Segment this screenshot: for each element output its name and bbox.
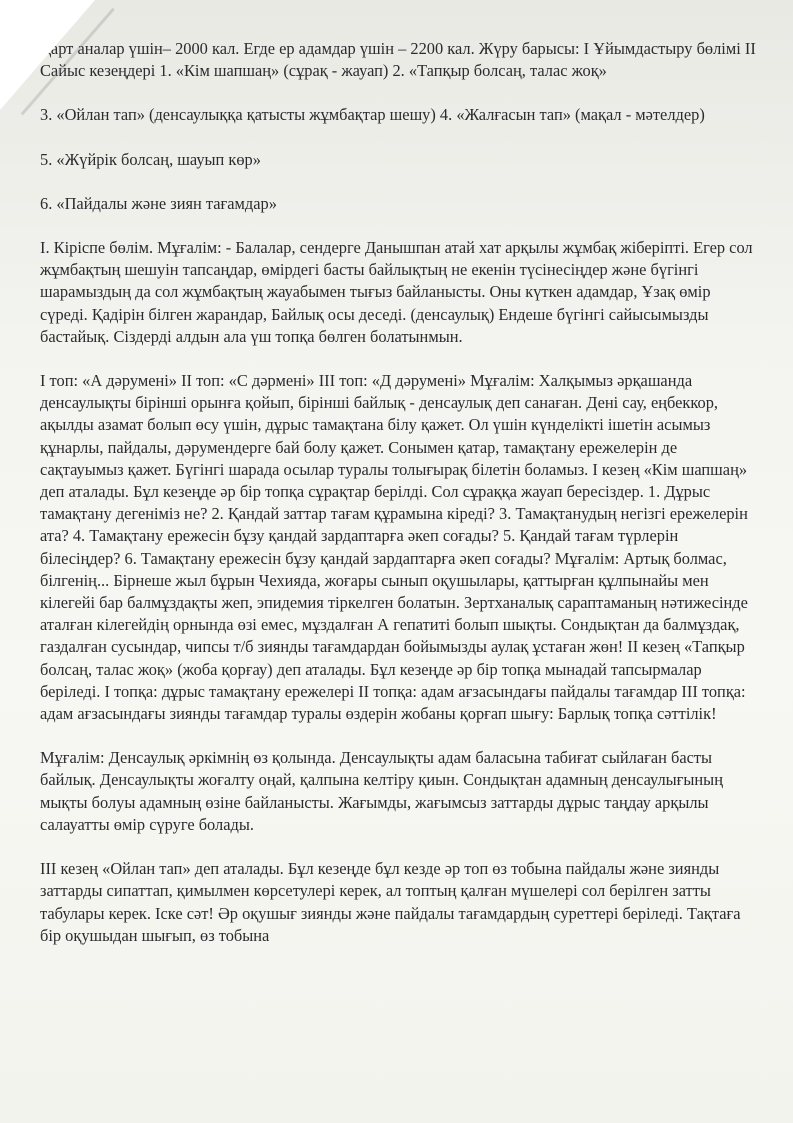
paragraph-1: Қарт аналар үшін– 2000 кал. Егде ер адамдар үшін – 2200 кал. Жүру барысы: І Ұйымдастыру бөлімі ІІ Сайыс кезеңдері 1. «Кім шапшаң» (сұрақ - жауап) 2. «Тапқыр болсаң, талас жоқ» <box>40 39 756 81</box>
paragraph-7: Мұғалім: Денсаулық әркімнің өз қолында. Денсаулықты адам баласына табиғат сыйлаған басты байлық. Денсаулықты жоғалту оңай, қалпына келтіру қиын. Сондықтан адамның денсаулығының мықты болуы адамның өзіне байланысты. Жағымды, жағымсыз заттарды дұрыс таңдау арқылы салауатты өмір сүруге болады. <box>40 748 723 834</box>
paragraph-2: 3. «Ойлан тап» (денсаулыққа қатысты жұмбақтар шешу) 4. «Жалғасын тап» (мақал - мәтелдер) <box>40 105 705 125</box>
document-body <box>40 38 760 969</box>
paragraph-5: І. Кіріспе бөлім. Мұғалім: - Балалар, сендерге Данышпан атай хат арқылы жұмбақ жіберіпті. Егер сол жұмбақтың шешуін тапсаңдар, өмірдегі басты байлықтың не екенін түсінесіңдер және бүгінгі шарамыздың да сол жұмбақтың жауабымен тығыз байланысты. Оны күткен адамдар, Ұзақ өмір сүреді. Қадірін білген жарандар, Байлық осы деседі. (денсаулық) Ендеше бүгінгі сайысымызды бастайық. Сіздерді алдын ала үш топқа бөлген болатынмын. <box>40 238 753 346</box>
paragraph-8: ІІІ кезең «Ойлан тап» деп аталады. Бұл кезеңде бұл кезде әр топ өз тобына пайдалы және зиянды заттарды сипаттап, қимылмен көрсетулері керек, ал топтың қалған мүшелері сол берілген затты табулары керек. Іске сәт! Әр оқушығ зиянды және пайдалы тағамдардың суреттері беріледі. Тақтаға бір оқушыдан шығып, өз тобына <box>40 859 741 945</box>
paragraph-4: 6. «Пайдалы және зиян тағамдар» <box>40 193 277 213</box>
paragraph-6: І топ: «А дәрумені» ІІ топ: «С дәрмені» ІІІ топ: «Д дәрумені» Мұғалім: Халқымыз әрқашанда денсаулықты бірінші орынға қойып, бірінші байлық - денсаулық деп санаған. Дені сау, еңбеккор, ақылды азамат болып өсу үшін, дұрыс тамақтана білу қажет. Ол үшін күнделікті ішетін асымыз құнарлы, пайдалы, дәрумендерге бай болу қажет. Сонымен қатар, тамақтану ережелерін де сақтауымыз қажет. Бүгінгі шарада осылар туралы толығырақ білетін боламыз. І кезең «Кім шапшаң» деп аталады. Бұл кезеңде әр бір топқа сұрақтар берілді. Сол сұраққа жауап бересіздер. 1. Дұрыс тамақтану дегеніміз не? 2. Қандай заттар тағам құрамына кіреді? 3. Тамақтанудың негізгі ережелерін ата? 4. Тамақтану ережесін бұзу қандай зардаптарға әкеп соғады? 5. Қандай тағам түрлерін білесіңдер? 6. Тамақтану ережесін бұзу қандай зардаптарға әкеп соғады? Мұғалім: Артық болмас, білгенің... Бірнеше жыл бұрын Чехияда, жоғары сынып оқушылары, қаттырған құлпынайы мен кілегейі бар балмұздақты жеп, эпидемия тіркелген болатын. Зертханалық сараптаманың нәтижесінде аталған кілегейдің орнында өзі емес, мұздалған А гепатиті болып шықты. Сондықтан да балмұздақ, газдалған сусындар, чипсы т/б зиянды тағамдардан бойымызды аулақ ұстаған жөн! ІІ кезең «Тапқыр болсаң, талас жоқ» (жоба қорғау) деп аталады. Бұл кезеңде әр бір топқа мынадай тапсырмалар беріледі. І топқа: дұрыс тамақтану ережелері ІІ топқа: адам ағзасындағы пайдалы тағамдар ІІІ топқа: адам ағзасындағы зиянды тағамдар туралы өздерін жобаны қорғап шығу: Барлық топқа сәттілік! <box>40 371 748 724</box>
paragraph-3: 5. «Жүйрік болсаң, шауып көр» <box>40 149 261 169</box>
folded-corner <box>0 0 95 110</box>
